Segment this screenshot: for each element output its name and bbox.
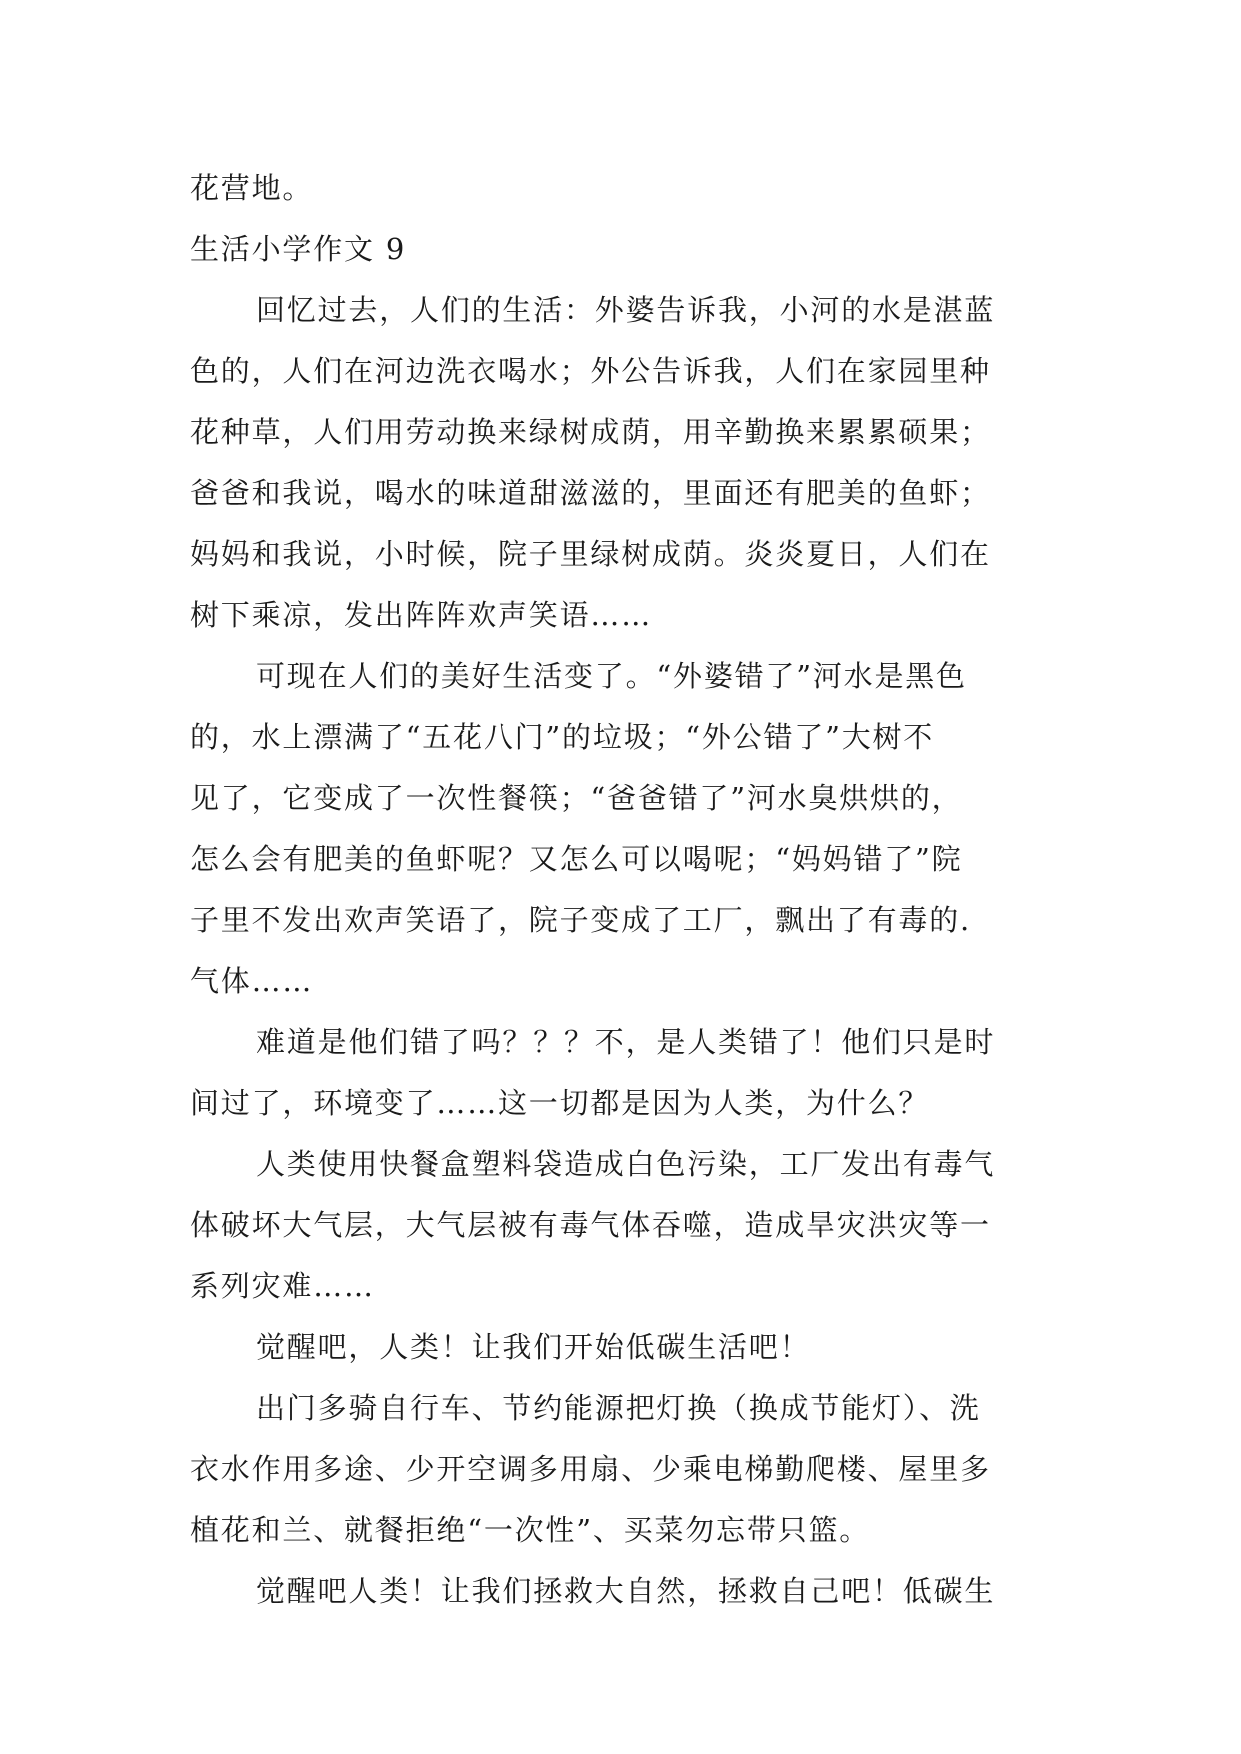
section-title: 生活小学作文 9 [190,232,407,266]
paragraph-line: 间过了，环境变了……这一切都是因为人类，为什么？ [190,1086,930,1120]
paragraph-line: 回忆过去，人们的生活：外婆告诉我，小河的水是湛蓝 [256,293,996,327]
paragraph-line: 觉醒吧，人类！让我们开始低碳生活吧！ [256,1330,811,1364]
paragraph-line: 见了，它变成了一次性餐筷；“爸爸错了”河水臭烘烘的， [190,781,963,815]
paragraph-line: 花种草，人们用劳动换来绿树成荫，用辛勤换来累累硕果； [190,415,991,449]
paragraph-line: 爸爸和我说，喝水的味道甜滋滋的，里面还有肥美的鱼虾； [190,476,991,510]
document-body [190,158,1060,1622]
paragraph-line: 气体…… [190,964,314,998]
paragraph-line: 系列灾难…… [190,1269,375,1303]
text-line: 花营地。 [190,171,314,205]
paragraph-line: 色的，人们在河边洗衣喝水；外公告诉我，人们在家园里种 [190,354,991,388]
paragraph-line: 可现在人们的美好生活变了。“外婆错了”河水是黑色 [256,659,967,693]
paragraph-line: 觉醒吧人类！让我们拯救大自然，拯救自己吧！低碳生 [256,1574,996,1608]
paragraph-line: 树下乘凉，发出阵阵欢声笑语…… [190,598,653,632]
paragraph-line: 的，水上漂满了“五花八门”的垃圾；“外公错了”大树不 [190,720,935,754]
paragraph-line: 人类使用快餐盒塑料袋造成白色污染，工厂发出有毒气 [256,1147,996,1181]
paragraph-line: 子里不发出欢声笑语了，院子变成了工厂，飘出了有毒的. [190,903,972,937]
paragraph-line: 衣水作用多途、少开空调多用扇、少乘电梯勤爬楼、屋里多 [190,1452,991,1486]
paragraph-line: 体破坏大气层，大气层被有毒气体吞噬，造成旱灾洪灾等一 [190,1208,991,1242]
paragraph-line: 妈妈和我说，小时候，院子里绿树成荫。炎炎夏日，人们在 [190,537,991,571]
paragraph-line: 难道是他们错了吗？？？不，是人类错了！他们只是时 [256,1025,996,1059]
paragraph-line: 植花和兰、就餐拒绝“一次性”、买菜勿忘带只篮。 [190,1513,871,1547]
paragraph-line: 出门多骑自行车、节约能源把灯换（换成节能灯）、洗 [256,1391,981,1425]
paragraph-line: 怎么会有肥美的鱼虾呢？又怎么可以喝呢；“妈妈错了”院 [190,842,963,876]
